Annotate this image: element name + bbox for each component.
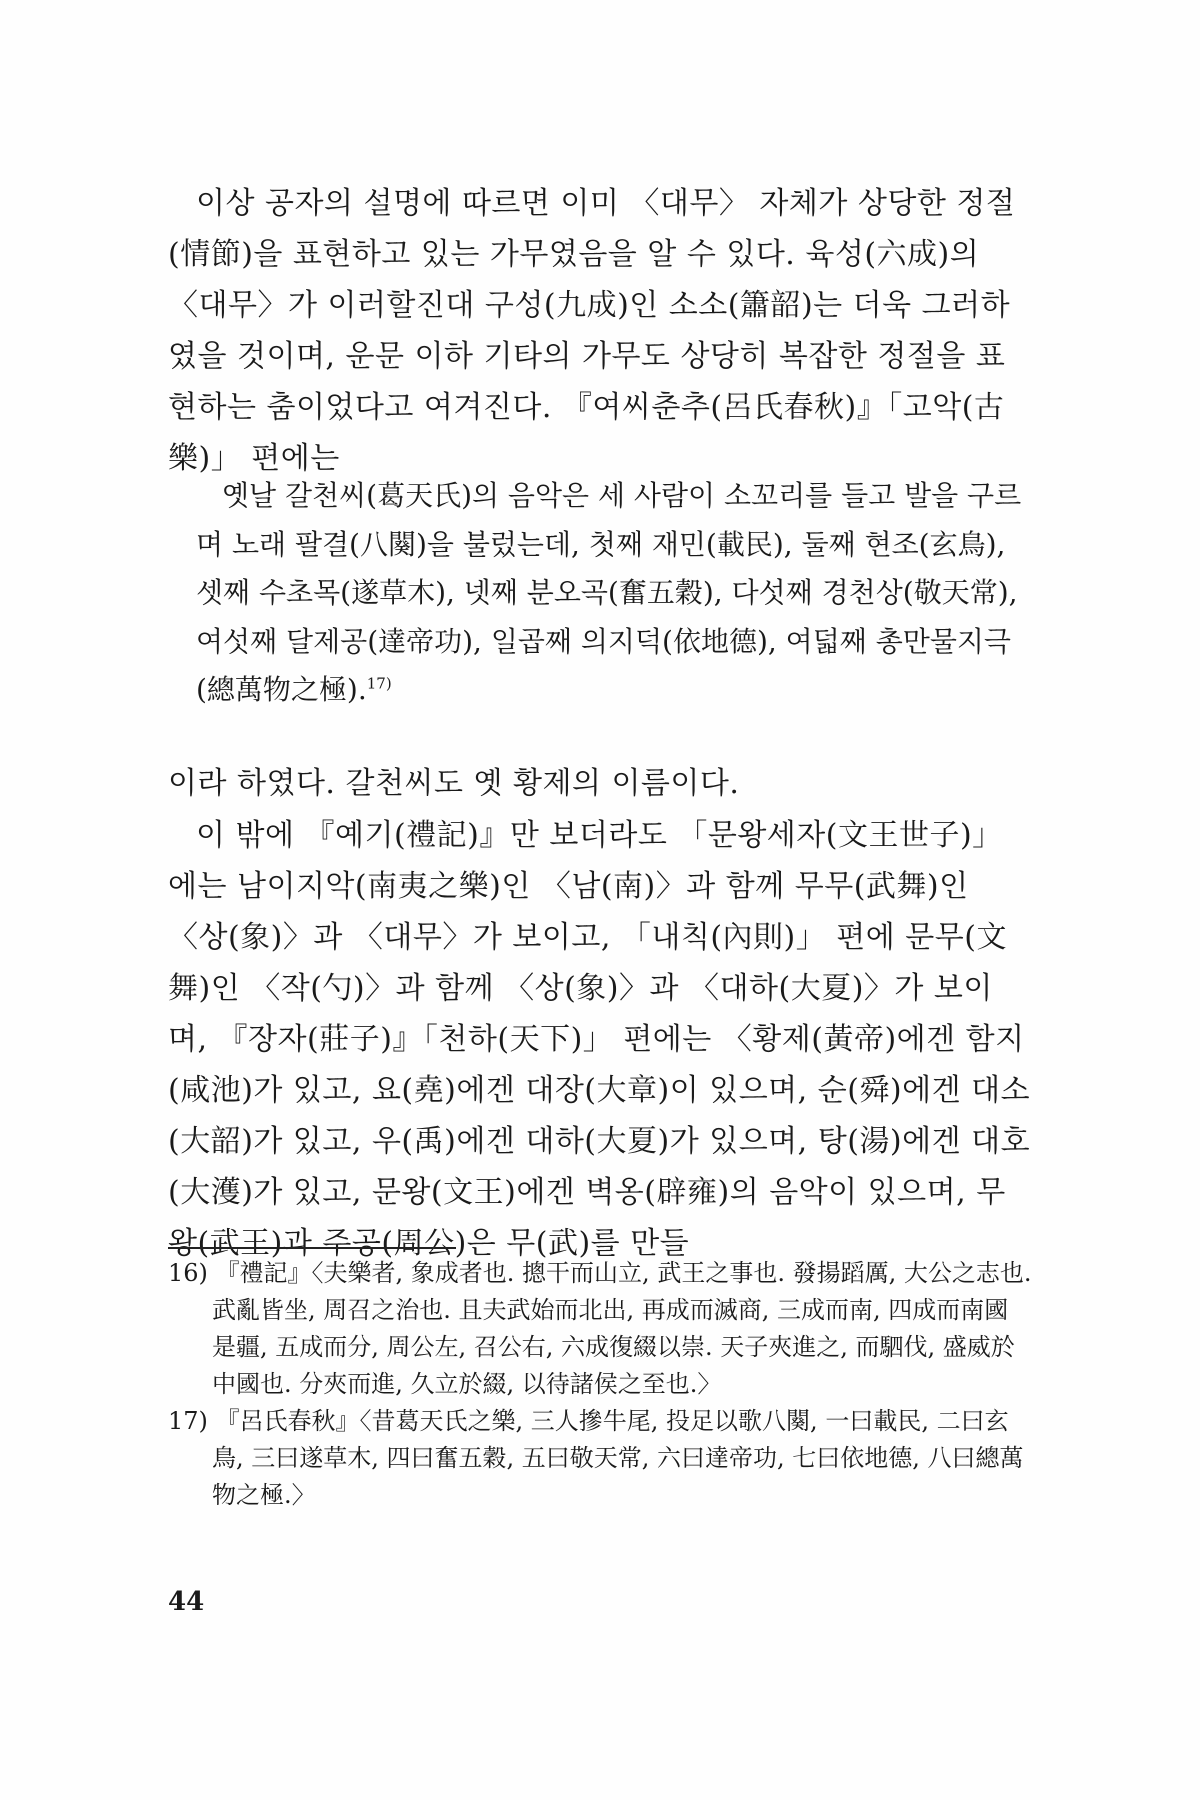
- body-paragraph-1: 이상 공자의 설명에 따르면 이미 〈대무〉 자체가 상당한 정절(情節)을 표현하고 있는 가무였음을 알 수 있다. 육성(六成)의 〈대무〉가 이러할진대 구성(九成)인 소소(簫韶)는 더욱 그러하였을 것이며, 운문 이하 기타의 가무도 상당히 복잡한 정절을 표현하는 춤이었다고 여겨진다. 『여씨춘추(呂氏春秋)』「고악(古樂)」 편에는: [168, 186, 1016, 476]
- page-number: 44: [168, 1587, 205, 1617]
- footnote-number: 16): [168, 1259, 208, 1287]
- body-paragraph-2: 이라 하였다. 갈천씨도 옛 황제의 이름이다.: [168, 766, 740, 801]
- footnote-text: 『禮記』〈夫樂者, 象成者也. 摠干而山立, 武王之事也. 發揚蹈厲, 大公之志也. 武亂皆坐, 周召之治也. 且夫武始而北出, 再成而滅商, 三成而南, 四成而南國是疆, 五成而分, 周公左, 召公右, 六成復綴以崇. 天子夾進之, 而駟伐, 盛威於中國也. 分夾而進, 久立於綴, 以待諸侯之至也.〉: [212, 1259, 1032, 1398]
- block-quote: [196, 472, 1032, 715]
- footnote-text: 『呂氏春秋』〈昔葛天氏之樂, 三人摻牛尾, 投足以歌八闋, 一曰載民, 二曰玄鳥, 三曰遂草木, 四曰奮五穀, 五曰敬天常, 六曰達帝功, 七曰依地德, 八曰總萬物之極.〉: [212, 1407, 1024, 1509]
- footnote-16: [168, 1255, 1032, 1403]
- body-paragraph-3: 이 밖에 『예기(禮記)』만 보더라도 「문왕세자(文王世子)」에는 남이지악(南夷之樂)인 〈남(南)〉과 함께 무무(武舞)인 〈상(象)〉과 〈대무〉가 보이고, 「내칙(內則)」 편에 문무(文舞)인 〈작(勺)〉과 함께 〈상(象)〉과 〈대하(大夏)〉가 보이며, 『장자(莊子)』「천하(天下)」 편에는 〈황제(黃帝)에겐 함지(咸池)가 있고, 요(堯)에겐 대장(大章)이 있으며, 순(舜)에겐 대소(大韶)가 있고, 우(禹)에겐 대하(大夏)가 있으며, 탕(湯)에겐 대호(大濩)가 있고, 문왕(文王)에겐 벽옹(辟雍)의 음악이 있으며, 무왕(武王)과 주공(周公)은 무(武)를 만들: [168, 818, 1031, 1261]
- footnote-17: [168, 1403, 1032, 1514]
- block-quote-text: 옛날 갈천씨(葛天氏)의 음악은 세 사람이 소꼬리를 들고 발을 구르며 노래 팔결(八闋)을 불렀는데, 첫째 재민(載民), 둘째 현조(玄鳥), 셋째 수초목(遂草木), 넷째 분오곡(奮五穀), 다섯째 경천상(敬天常), 여섯째 달제공(達帝功), 일곱째 의지덕(依地德), 여덟째 총만물지극(總萬物之極).: [196, 479, 1022, 706]
- footnote-divider: [168, 1247, 456, 1249]
- footnote-number: 17): [168, 1407, 208, 1435]
- footnote-reference-17: 17): [366, 674, 392, 693]
